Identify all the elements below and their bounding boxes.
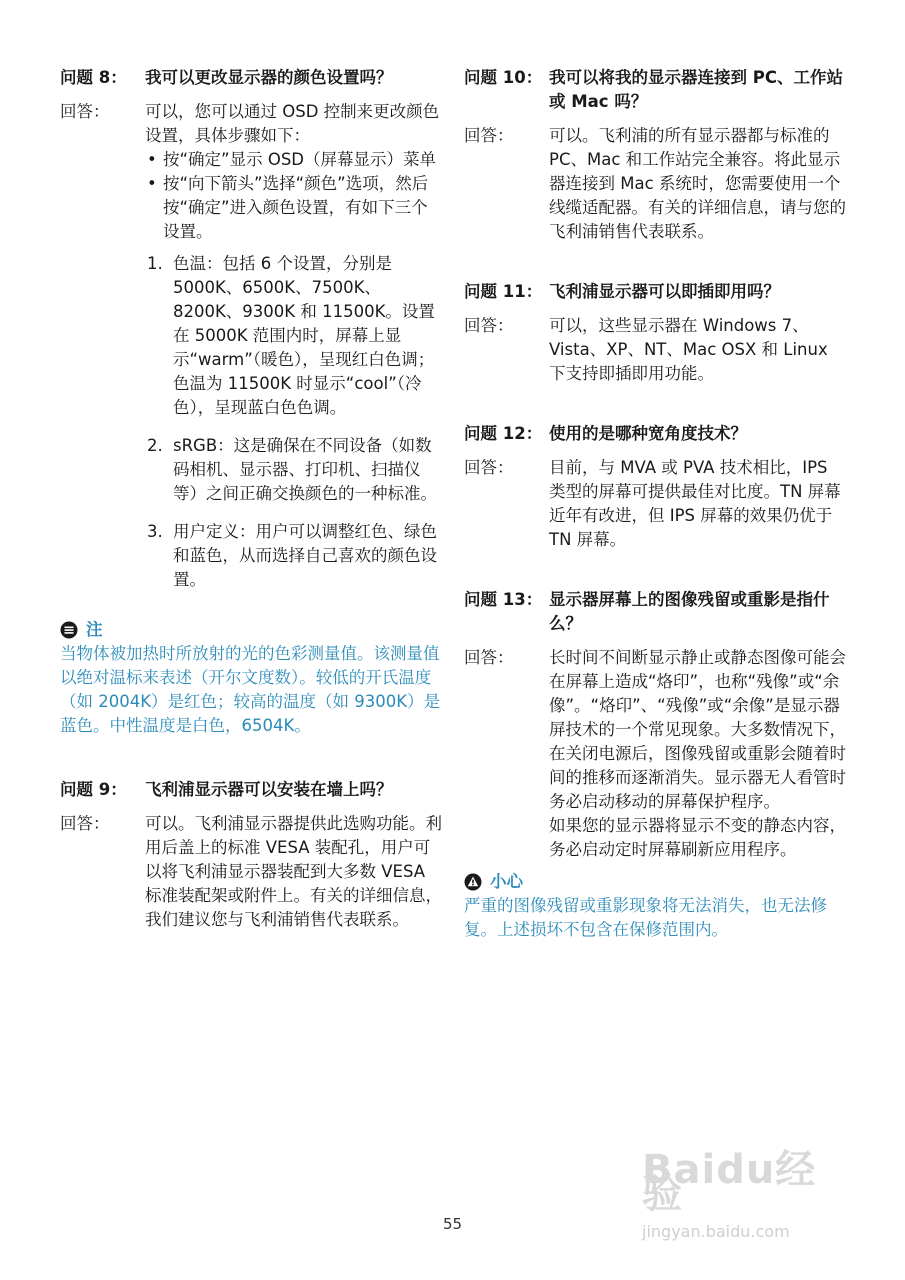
warning-icon [464,873,482,891]
answer-label: 回答： [464,316,514,335]
setting-item: 1. 色温：包括 6 个设置，分别是 5000K、6500K、7500K、8200K、9300K 和 11500K。设置在 5000K 范围内时，屏幕上显示“warm”（暖色），呈现红白色调；色温为 11500K 时显示“cool”（冷色），呈现蓝白色色调。 [147,254,435,417]
watermark-url: jingyan.baidu.com [642,1222,790,1241]
faq-q12 [464,422,848,552]
answer-row [464,646,848,862]
question-label: 问题 9： [60,780,127,799]
question-row [60,66,444,90]
right-column [464,66,848,964]
color-settings-list [145,252,444,592]
answer-body [549,124,848,244]
watermark-logo: Baidu经验 [642,1147,817,1217]
answer-body [145,100,444,606]
note-body: 当物体被加热时所放射的光的色彩测量值。该测量值以绝对温标来表述（开尔文度数）。较低的开氏温度（如 2004K）是红色；较高的温度（如 9300K）是蓝色。中性温度是白色，6504K。 [60,644,441,735]
answer-text: 可以。飞利浦的所有显示器都与标准的 PC、Mac 和工作站完全兼容。将此显示器连接到 Mac 系统时，您需要使用一个线缆适配器。有关的详细信息，请与您的飞利浦销售代表联系。 [549,126,846,241]
page-number: 55 [442,1215,463,1233]
faq-q9 [60,778,444,932]
question-row [464,280,848,304]
faq-q10 [464,66,848,244]
answer-body [549,456,848,552]
faq-q11 [464,280,848,386]
setting-item: 3. 用户定义：用户可以调整红色、绿色和蓝色，从而选择自己喜欢的颜色设置。 [147,522,437,589]
answer-body [145,812,444,932]
answer-label: 回答： [464,648,514,667]
question-label: 问题 13： [464,590,543,609]
question-label: 问题 12： [464,424,543,443]
answer-row [464,314,848,386]
bullet-item: • 按“确定”显示 OSD（屏幕显示）菜单 [145,148,444,172]
question-text: 显示器屏幕上的图像残留或重影是指什么？ [549,590,830,633]
answer-row [464,124,848,244]
question-text: 飞利浦显示器可以安装在墙上吗？ [145,780,393,799]
baidu-watermark [642,1147,852,1258]
bullet-dot-icon: • [147,150,157,169]
answer-row [60,812,444,932]
answer-text: 长时间不间断显示静止或静态图像可能会在屏幕上造成“烙印”，也称“残像”或“余像”。“烙印”、“残像”或“余像”是显示器屏技术的一个常见现象。大多数情况下，在关闭电源后，图像残留或重影会随着时间的推移而逐渐消失。显示器无人看管时务必启动移动的屏幕保护程序。 [549,648,846,811]
faq-q13 [464,588,848,862]
faq-q8 [60,66,444,606]
question-text: 使用的是哪种宽角度技术？ [549,424,747,443]
bullet-list [145,148,444,244]
note-header [60,618,444,642]
answer-label: 回答： [464,126,514,145]
answer-body [549,646,848,862]
answer-text: 目前，与 MVA 或 PVA 技术相比，IPS 类型的屏幕可提供最佳对比度。TN 屏幕近年有改进，但 IPS 屏幕的效果仍优于TN 屏幕。 [549,458,841,549]
bullet-dot-icon: • [147,174,157,193]
answer-text: 可以，您可以通过 OSD 控制来更改颜色设置，具体步骤如下： [145,102,440,145]
question-label: 问题 10： [464,68,543,87]
bullet-item: • 按“向下箭头”选择“颜色”选项，然后按“确定”进入颜色设置，有如下三个设置。 [147,174,429,241]
question-label: 问题 8： [60,68,127,87]
note-icon [60,621,78,639]
setting-item: 2. sRGB：这是确保在不同设备（如数码相机、显示器、打印机、扫描仪等）之间正确交换颜色的一种标准。 [147,436,437,503]
question-row [60,778,444,802]
answer-label: 回答： [60,814,110,833]
question-text: 飞利浦显示器可以即插即用吗？ [549,282,780,301]
question-row [464,66,848,114]
answer-text: 如果您的显示器将显示不变的静态内容，务必启动定时屏幕刷新应用程序。 [549,816,846,859]
answer-label: 回答： [464,458,514,477]
question-text: 我可以更改显示器的颜色设置吗？ [145,68,393,87]
answer-body [549,314,848,386]
caution-body: 严重的图像残留或重影现象将无法消失，也无法修复。上述损坏不包含在保修范围内。 [464,896,827,939]
caution-header [464,870,848,894]
note-box [60,618,444,738]
question-row [464,422,848,446]
answer-label: 回答： [60,102,110,121]
question-text: 我可以将我的显示器连接到 PC、工作站或 Mac 吗？ [549,68,843,111]
question-row [464,588,848,636]
caution-title: 小心 [490,872,523,891]
answer-text: 可以，这些显示器在 Windows 7、Vista、XP、NT、Mac OSX 和 Linux 下支持即插即用功能。 [549,316,828,383]
answer-row [464,456,848,552]
left-column [60,66,444,954]
note-title: 注 [86,620,103,639]
question-label: 问题 11： [464,282,543,301]
caution-box [464,870,848,942]
answer-text: 可以。飞利浦显示器提供此选购功能。利用后盖上的标准 VESA 装配孔，用户可以将飞利浦显示器装配到大多数 VESA 标准装配架或附件上。有关的详细信息，我们建议您与飞利浦销售代表联系。 [145,814,442,929]
answer-row [60,100,444,606]
